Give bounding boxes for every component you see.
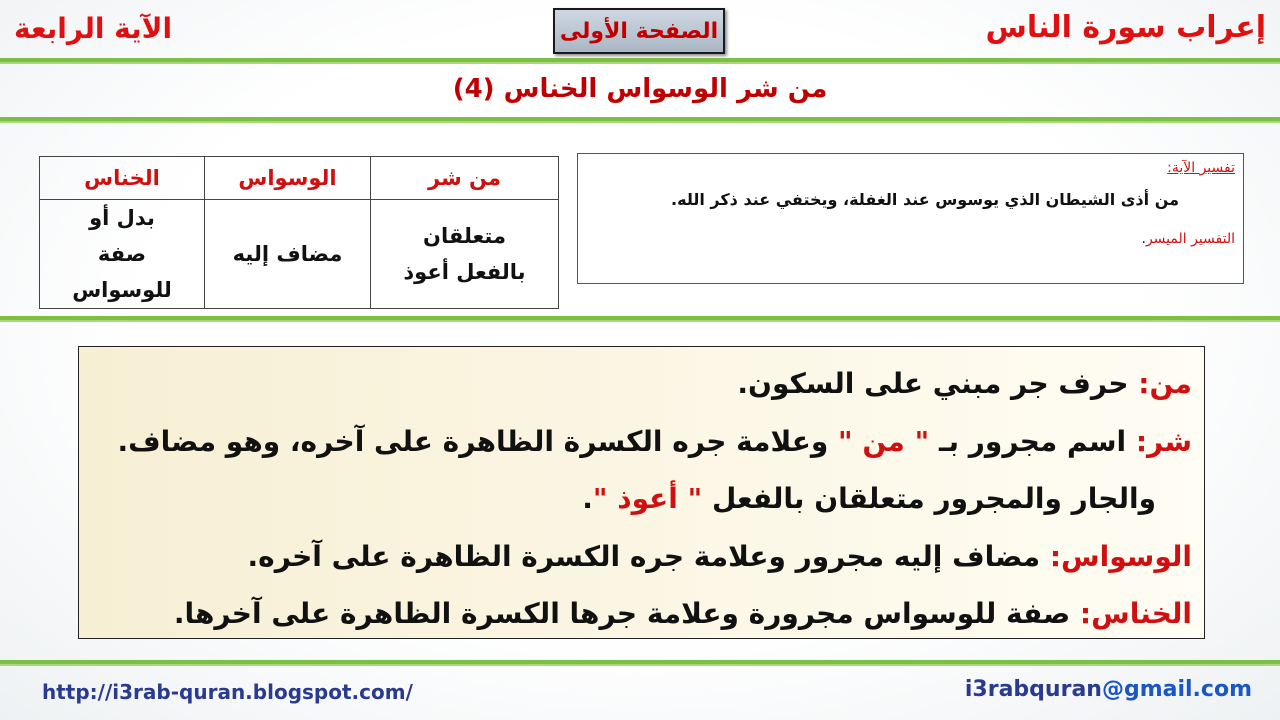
tafsir-title: تفسير الآية: [1167, 160, 1235, 176]
irab-summary-table [39, 156, 559, 309]
tafsir-text: من أذى الشيطان الذي يوسوس عند الغفلة، ويختفي عند ذكر الله. [671, 190, 1179, 209]
table-cell: مضاف إليه [205, 200, 371, 309]
tafsir-source-name: التفسير الميسر [1145, 231, 1235, 247]
word-analysis: صفة للوسواس مجرورة وعلامة جرها الكسرة الظاهرة على آخرها. [173, 597, 1080, 630]
table-header: من شر [371, 157, 559, 200]
word-analysis: حرف جر مبني على السكون. [737, 367, 1139, 400]
table-header: الخناس [40, 157, 205, 200]
divider-verse [0, 117, 1280, 123]
table-cell: بدل أو صفة للوسواس [40, 200, 205, 309]
word-analysis: والجار والمجرور متعلقان بالفعل [702, 482, 1156, 515]
analysis-line [91, 470, 1192, 528]
quoted-word: " من " [838, 424, 930, 458]
word-term: الوسواس: [1049, 539, 1192, 573]
irab-analysis-box [78, 346, 1205, 639]
tafsir-source [586, 231, 1235, 247]
word-term: الخناس: [1079, 597, 1192, 630]
word-term: من: [1138, 367, 1192, 400]
analysis-line [91, 413, 1192, 471]
word-analysis: مضاف إليه مجرور وعلامة جره الكسرة الظاهرة على آخره. [247, 539, 1050, 573]
tafsir-source-end: . [1141, 231, 1146, 247]
tafsir-box [577, 153, 1244, 284]
ayah-label: الآية الرابعة [14, 12, 173, 45]
analysis-line [91, 585, 1192, 643]
first-page-button[interactable]: الصفحة الأولى [553, 8, 725, 54]
divider-bottom [0, 660, 1280, 666]
word-analysis: اسم مجرور بـ [929, 424, 1136, 458]
table-header: الوسواس [205, 157, 371, 200]
email-domain: @gmail.com [1101, 677, 1252, 702]
table-cell: متعلقان بالفعل أعوذ [371, 200, 559, 309]
quoted-word: " أعوذ " [592, 482, 703, 515]
word-analysis: . [582, 482, 593, 515]
divider-top [0, 58, 1280, 64]
analysis-line [91, 355, 1192, 413]
word-term: شر: [1135, 424, 1192, 458]
verse-text: من شر الوسواس الخناس (4) [452, 74, 828, 104]
email-user: i3rabquran [964, 677, 1102, 702]
email-link[interactable] [965, 677, 1252, 702]
word-analysis: وعلامة جره الكسرة الظاهرة على آخره، وهو مضاف. [117, 424, 838, 458]
analysis-line [91, 528, 1192, 586]
surah-title: إعراب سورة الناس [985, 10, 1266, 45]
divider-middle [0, 316, 1280, 322]
blog-link[interactable]: http://i3rab-quran.blogspot.com/ [42, 680, 413, 704]
